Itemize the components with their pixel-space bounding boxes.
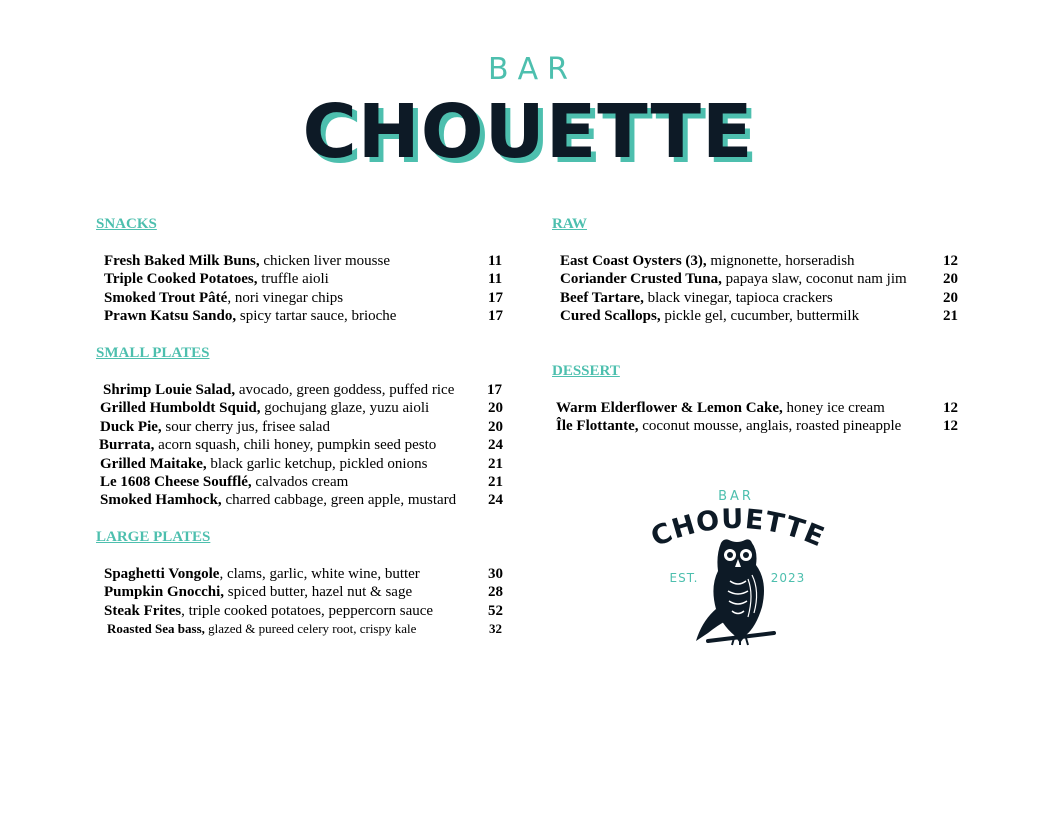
menu-item bbox=[96, 620, 502, 638]
item-price: 12 bbox=[943, 418, 958, 435]
logo-bar-text: BAR bbox=[718, 489, 754, 504]
item-price: 20 bbox=[488, 400, 503, 417]
menu-item bbox=[552, 289, 958, 307]
section-dessert bbox=[552, 362, 958, 436]
item-name: Warm Elderflower & Lemon Cake, bbox=[556, 400, 783, 416]
item-desc: , triple cooked potatoes, peppercorn sauce bbox=[181, 602, 434, 619]
item-price: 12 bbox=[943, 400, 958, 416]
item-desc: spicy tartar sauce, brioche bbox=[236, 308, 397, 325]
item-desc: gochujang glaze, yuzu aioli bbox=[260, 400, 430, 417]
item-desc: coconut mousse, anglais, roasted pineapple bbox=[638, 418, 902, 435]
menu-item bbox=[552, 252, 958, 270]
menu-item bbox=[552, 307, 958, 325]
item-desc: papaya slaw, coconut nam jim bbox=[721, 271, 907, 288]
menu-item bbox=[552, 270, 958, 288]
item-price: 32 bbox=[489, 621, 502, 637]
logo-est-text: EST. bbox=[669, 571, 699, 585]
item-desc: , clams, garlic, white wine, butter bbox=[219, 566, 420, 582]
section-title-raw: RAW bbox=[552, 216, 588, 232]
logo-year-text: 2023 bbox=[770, 571, 806, 585]
item-price: 20 bbox=[943, 271, 958, 288]
item-desc: pickle gel, cucumber, buttermilk bbox=[660, 308, 860, 325]
item-name: East Coast Oysters (3), bbox=[560, 253, 707, 269]
menu-item bbox=[96, 583, 503, 601]
section-small-plates bbox=[96, 344, 503, 510]
item-name: Duck Pie, bbox=[100, 418, 162, 435]
item-price: 17 bbox=[488, 289, 503, 306]
item-name: Beef Tartare, bbox=[560, 289, 644, 306]
header-restaurant-name: CHOUETTE bbox=[302, 89, 754, 175]
menu-item bbox=[96, 418, 503, 436]
owl-logo bbox=[636, 483, 836, 649]
item-desc: honey ice cream bbox=[782, 400, 885, 416]
item-name: Roasted Sea bass, bbox=[107, 621, 205, 637]
item-price: 11 bbox=[488, 253, 503, 269]
item-desc: glazed & pureed celery root, crispy kale bbox=[204, 621, 417, 637]
section-title-large-plates: LARGE PLATES bbox=[96, 529, 211, 545]
menu-item bbox=[96, 473, 503, 491]
menu-item bbox=[96, 399, 503, 417]
item-price: 20 bbox=[943, 289, 958, 306]
menu-item bbox=[552, 399, 958, 417]
menu-item bbox=[552, 417, 958, 435]
menu-item bbox=[96, 289, 503, 307]
logo-name-arc: CHOUETTE bbox=[646, 503, 830, 554]
menu-item bbox=[96, 491, 503, 509]
menu-item bbox=[96, 565, 503, 583]
item-price: 20 bbox=[488, 418, 503, 435]
item-name: Smoked Hamhock, bbox=[100, 492, 222, 509]
section-title-dessert: DESSERT bbox=[552, 363, 620, 379]
menu-item bbox=[96, 270, 503, 288]
item-name: Smoked Trout Pâté bbox=[104, 289, 228, 306]
owl-icon bbox=[696, 539, 774, 645]
menu-item bbox=[96, 436, 503, 454]
menu-item bbox=[96, 602, 503, 620]
item-price: 28 bbox=[488, 584, 503, 601]
item-desc: calvados cream bbox=[251, 473, 349, 490]
item-price: 17 bbox=[487, 382, 502, 398]
section-title-snacks: SNACKS bbox=[96, 216, 157, 232]
header-bar-text: BAR bbox=[488, 52, 577, 87]
item-name: Steak Frites bbox=[104, 602, 182, 619]
item-price: 30 bbox=[488, 566, 503, 582]
item-name: Coriander Crusted Tuna, bbox=[560, 271, 722, 288]
item-desc: sour cherry jus, frisee salad bbox=[161, 418, 330, 435]
item-price: 21 bbox=[488, 473, 503, 490]
item-price: 12 bbox=[943, 253, 958, 269]
item-name: Shrimp Louie Salad, bbox=[103, 382, 236, 398]
item-name: Île Flottante, bbox=[556, 418, 639, 435]
item-desc: chicken liver mousse bbox=[259, 253, 390, 269]
menu-item bbox=[96, 455, 503, 473]
item-name: Burrata, bbox=[99, 437, 155, 454]
item-price: 17 bbox=[488, 308, 503, 325]
item-name: Prawn Katsu Sando, bbox=[104, 308, 237, 325]
item-desc: acorn squash, chili honey, pumpkin seed pesto bbox=[154, 437, 437, 454]
item-price: 21 bbox=[488, 455, 503, 472]
item-desc: black garlic ketchup, pickled onions bbox=[206, 455, 428, 472]
item-desc: black vinegar, tapioca crackers bbox=[643, 289, 833, 306]
item-desc: mignonette, horseradish bbox=[706, 253, 855, 269]
item-desc: charred cabbage, green apple, mustard bbox=[221, 492, 457, 509]
item-name: Grilled Humboldt Squid, bbox=[100, 400, 261, 417]
section-large-plates bbox=[96, 528, 503, 639]
item-desc: truffle aioli bbox=[257, 271, 329, 288]
item-price: 24 bbox=[488, 492, 503, 509]
item-desc: avocado, green goddess, puffed rice bbox=[235, 382, 455, 398]
item-name: Le 1608 Cheese Soufflé, bbox=[100, 473, 252, 490]
item-name: Pumpkin Gnocchi, bbox=[104, 584, 225, 601]
item-name: Cured Scallops, bbox=[560, 308, 661, 325]
item-name: Spaghetti Vongole bbox=[104, 566, 220, 582]
item-name: Triple Cooked Potatoes, bbox=[104, 271, 258, 288]
item-name: Grilled Maitake, bbox=[100, 455, 207, 472]
item-price: 52 bbox=[488, 602, 503, 619]
section-title-small-plates: SMALL PLATES bbox=[96, 345, 210, 361]
section-raw bbox=[552, 215, 958, 326]
item-price: 11 bbox=[488, 271, 503, 288]
item-desc: , nori vinegar chips bbox=[227, 289, 344, 306]
item-price: 21 bbox=[943, 308, 958, 325]
section-snacks bbox=[96, 215, 503, 326]
menu-item bbox=[96, 381, 502, 399]
menu-item bbox=[96, 252, 503, 270]
menu-item bbox=[96, 307, 503, 325]
item-desc: spiced butter, hazel nut & sage bbox=[224, 584, 413, 601]
item-name: Fresh Baked Milk Buns, bbox=[104, 253, 260, 269]
item-price: 24 bbox=[488, 437, 503, 454]
